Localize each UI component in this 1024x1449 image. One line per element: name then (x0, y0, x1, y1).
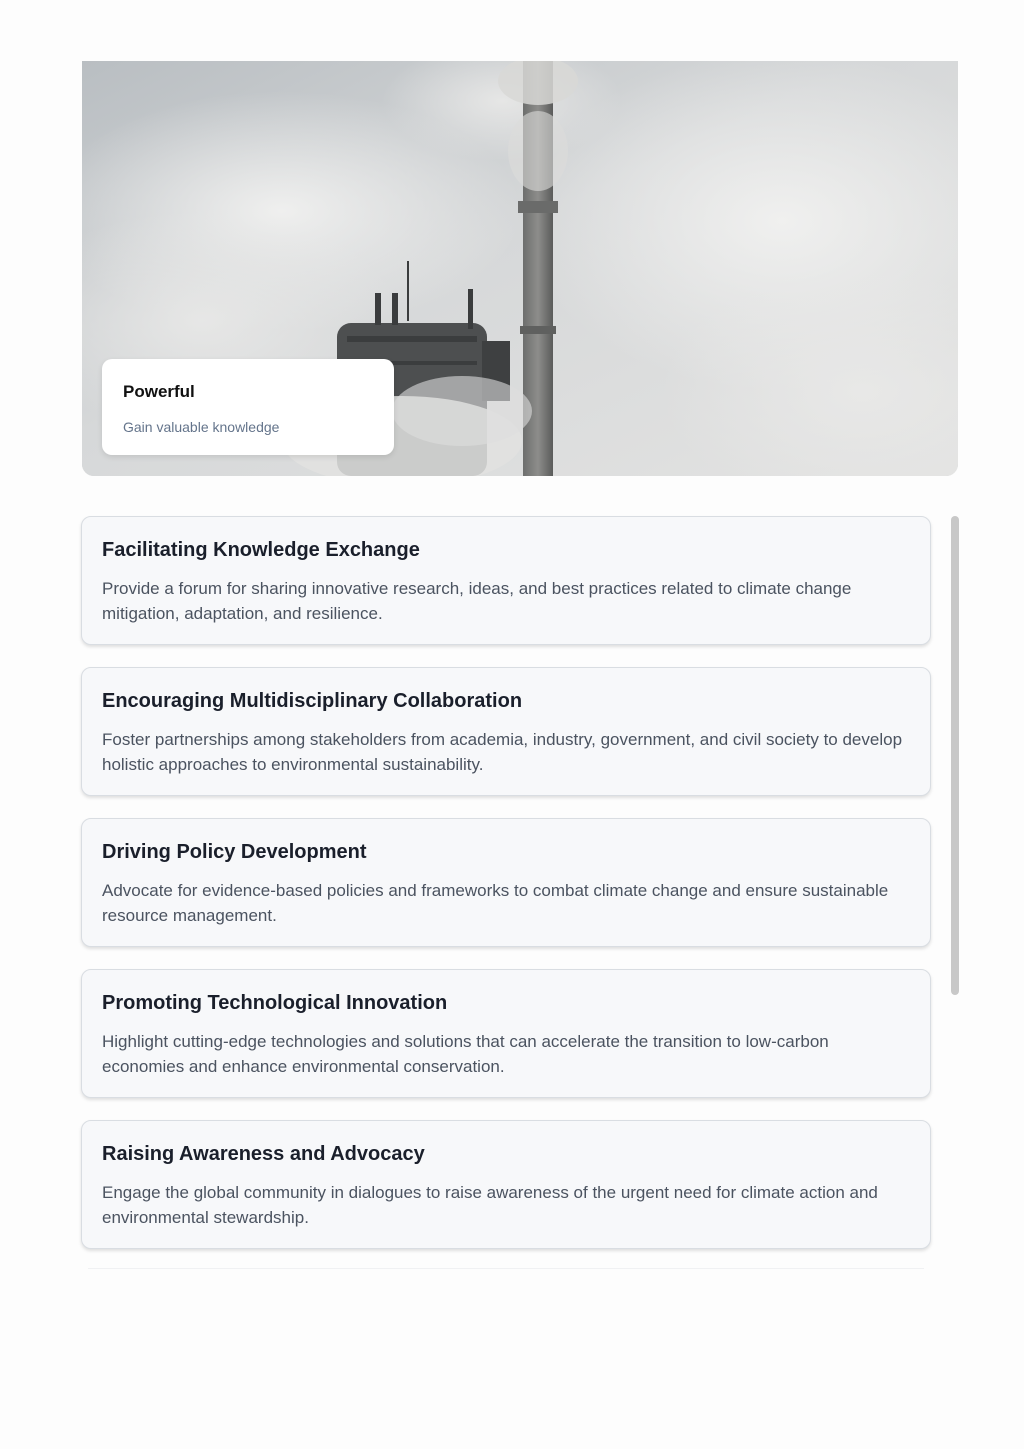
goal-card-text: Engage the global community in dialogues to raise awareness of the urgent need for climate action and environmental stewardship. (102, 1183, 878, 1227)
goal-card-title: Raising Awareness and Advocacy (102, 1143, 425, 1165)
goal-card-text: Foster partnerships among stakeholders from academia, industry, government, and civil society to develop holistic approaches to environmental sustainability. (102, 730, 903, 774)
goal-card-text: Advocate for evidence-based policies and frameworks to combat climate change and ensure sustainable resource management. (102, 881, 889, 925)
goal-card (81, 1120, 931, 1249)
goal-card (81, 516, 931, 645)
goals-list (81, 516, 931, 1271)
goal-card-title: Facilitating Knowledge Exchange (102, 539, 420, 561)
hero-card-title: Powerful (123, 382, 195, 401)
hero-info-card (102, 359, 394, 455)
goal-card-text: Highlight cutting-edge technologies and solutions that can accelerate the transition to low-carbon economies and enhance environmental conservation. (102, 1032, 829, 1076)
goal-card-title: Promoting Technological Innovation (102, 992, 448, 1014)
divider (88, 1268, 924, 1269)
scrollbar-thumb[interactable] (951, 516, 959, 995)
goal-card (81, 818, 931, 947)
hero-card-subtitle: Gain valuable knowledge (123, 419, 280, 435)
goal-card (81, 667, 931, 796)
goal-card-title: Driving Policy Development (102, 841, 367, 863)
goal-card (81, 969, 931, 1098)
goal-card-text: Provide a forum for sharing innovative research, ideas, and best practices related to climate change mitigation, adaptation, and resilience. (102, 579, 852, 623)
goal-card-title: Encouraging Multidisciplinary Collaboration (102, 690, 523, 712)
